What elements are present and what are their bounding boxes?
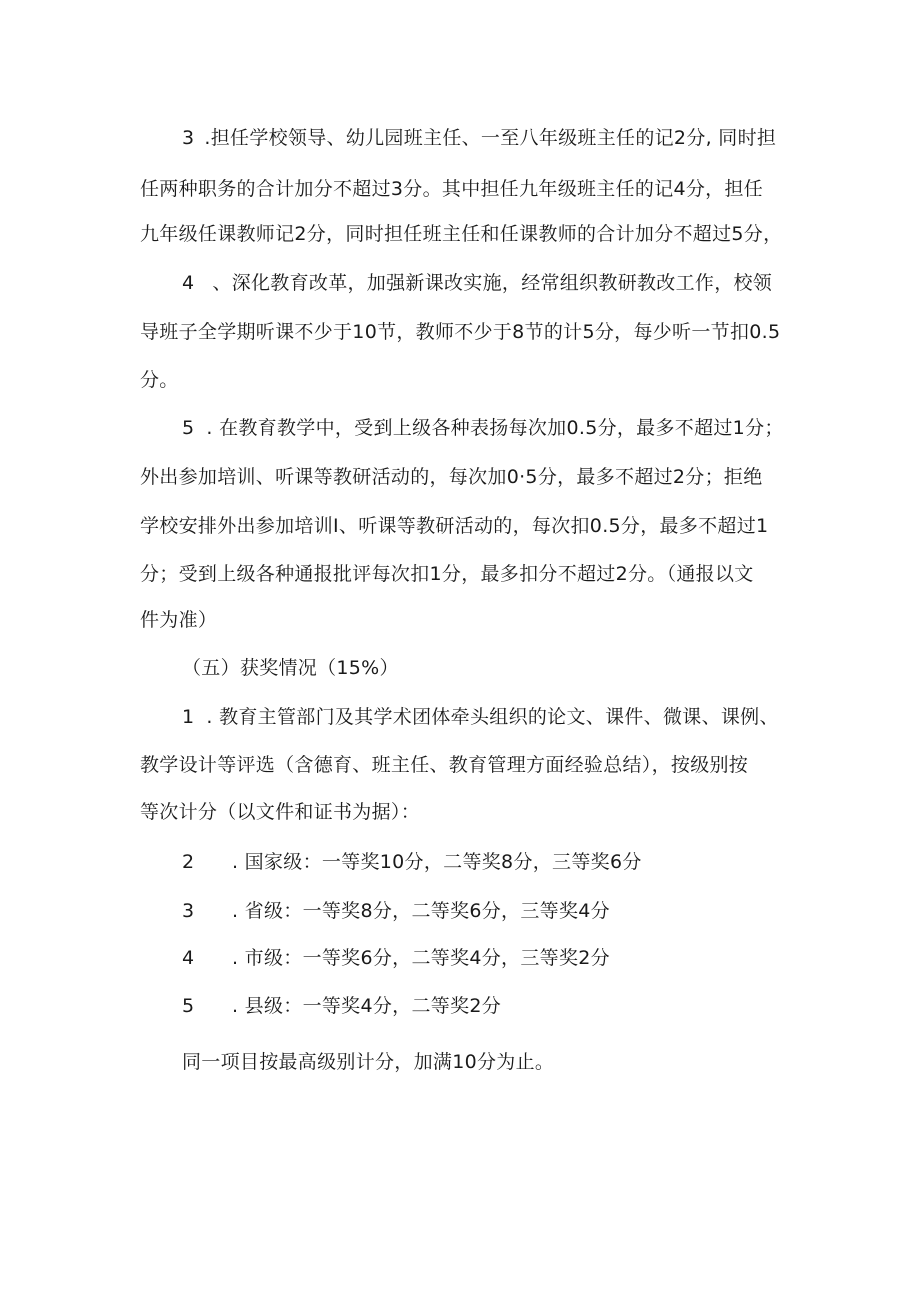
item5-number: 5 — [182, 417, 195, 439]
closing-note: 同一项目按最高级别计分，加满10分为止。 — [182, 1051, 555, 1073]
award-item1-line-1 — [182, 705, 779, 729]
award-item1-line-2: 教学设计等评选（含德育、班主任、教育管理方面经验总结），按级别按 — [140, 754, 749, 776]
level-text: . 市级：一等奖6分，二等奖4分，三等奖2分 — [232, 947, 610, 969]
item3-line-3: 九年级任课教师记2分，同时担任班主任和任课教师的合计加分不超过5分， — [140, 223, 783, 245]
level-county — [182, 994, 501, 1018]
item5-line-1 — [182, 416, 784, 440]
item4-text-1: 、深化教育改革，加强新课改实施，经常组织教研教改工作，校领 — [212, 272, 773, 294]
item3-line-2: 任两种职务的合计加分不超过3分。其中担任九年级班主任的记4分，担任 — [140, 178, 764, 200]
item3-text-1: .担任学校领导、幼儿园班主任、一至八年级班主任的记2分, 同时担 — [204, 127, 777, 149]
level-national — [182, 850, 642, 874]
level-number: 5 — [182, 995, 195, 1017]
item5-line-5: 件为准） — [140, 609, 218, 631]
section5-heading: （五）获奖情况（15%） — [182, 657, 399, 679]
item3-number: 3 — [182, 127, 195, 149]
item5-text-1: . 在教育教学中，受到上级各种表扬每次加0.5分，最多不超过1分； — [206, 417, 784, 439]
item5-line-2: 外出参加培训、听课等教研活动的，每次加0·5分，最多不超过2分；拒绝 — [140, 466, 763, 488]
award-item1-text-1: . 教育主管部门及其学术团体牵头组织的论文、课件、微课、课例、 — [206, 706, 779, 728]
level-text: . 县级：一等奖4分，二等奖2分 — [232, 995, 502, 1017]
level-number: 2 — [182, 851, 195, 873]
item4-line-2: 导班子全学期听课不少于10节，教师不少于8节的计5分，每少听一节扣0.5 — [140, 321, 781, 343]
item5-line-4: 分；受到上级各种通报批评每次扣1分，最多扣分不超过2分。（通报以文 — [140, 563, 754, 585]
item5-line-3: 学校安排外出参加培训I、听课等教研活动的，每次扣0.5分，最多不超过1 — [140, 515, 769, 537]
level-number: 4 — [182, 947, 195, 969]
item4-line-1 — [182, 271, 772, 295]
item4-line-3: 分。 — [140, 369, 179, 391]
item4-number: 4 — [182, 272, 195, 294]
item3-line-1 — [182, 126, 776, 150]
level-provincial — [182, 899, 610, 923]
award-item1-number: 1 — [182, 706, 195, 728]
level-text: . 国家级：一等奖10分，二等奖8分，三等奖6分 — [232, 851, 642, 873]
level-text: . 省级：一等奖8分，二等奖6分，三等奖4分 — [232, 900, 610, 922]
award-item1-line-3: 等次计分（以文件和证书为据）： — [140, 801, 421, 823]
level-city — [182, 946, 610, 970]
level-number: 3 — [182, 900, 195, 922]
